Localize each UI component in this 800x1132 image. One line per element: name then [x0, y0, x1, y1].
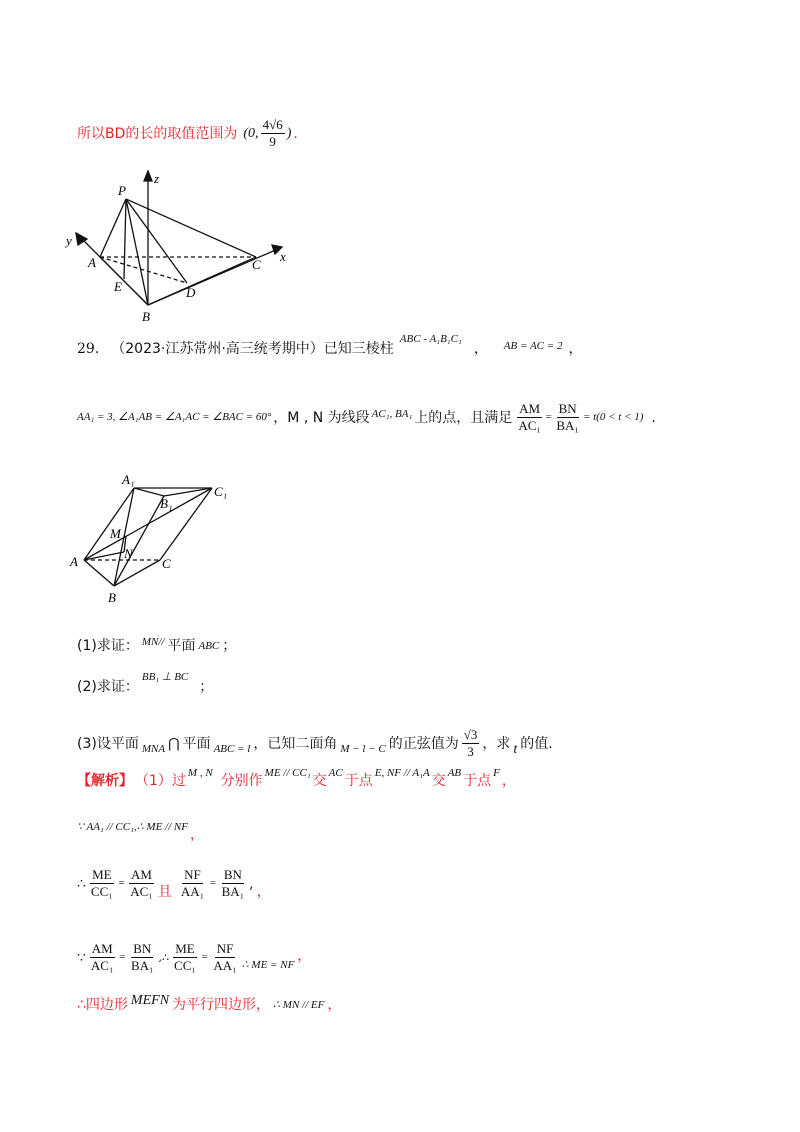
solution-line-2 — [77, 820, 204, 843]
s3-frac-2-num: AM — [129, 868, 154, 884]
ratio-tail: = t(0 < t < 1) — [582, 411, 644, 424]
label-A: A — [70, 554, 78, 569]
s4-frac-3-num: ME — [173, 942, 197, 958]
question-2 — [77, 670, 214, 695]
solution-line-4 — [77, 942, 311, 974]
label-D: D — [186, 285, 196, 300]
given-2: AA₁ = 3, ∠A₁AB = ∠A₁AC = ∠BAC = 60° — [77, 411, 272, 424]
s5-b: 为平行四边形， — [172, 997, 271, 1013]
q1-end: ； — [222, 638, 237, 654]
solution-tag: 【解析】 — [77, 773, 133, 789]
s1-c: 交 — [312, 773, 327, 789]
problem-end: . — [651, 409, 656, 426]
s3-therefore: ∴ — [77, 875, 86, 892]
q3-plane-m: MNA — [141, 743, 166, 756]
s3-frac-4 — [220, 868, 247, 900]
ratio-right-num: BN — [557, 402, 579, 418]
solution-line-3 — [77, 868, 271, 900]
ratio-left-den: AC₁ — [518, 418, 541, 434]
s3-frac-3 — [179, 868, 206, 900]
s3-frac-1-den: CC₁ — [90, 884, 113, 900]
ratio-left — [516, 402, 543, 434]
s1-e: E, NF // A₁A — [374, 766, 430, 779]
s4-eq-2: = — [200, 951, 209, 964]
s3-eq-2: = — [209, 877, 217, 890]
q3-text-4: ，求 — [482, 735, 511, 752]
label-C: C — [162, 556, 171, 571]
s3-frac-4-num: BN — [222, 868, 244, 884]
s1-d: 于点 — [344, 773, 373, 789]
s3-and: 且 — [157, 883, 172, 900]
label-N: N — [124, 546, 133, 561]
label-E: E — [114, 279, 122, 294]
q3-plane-eq: ABC = l — [213, 743, 251, 756]
s3-end: , — [249, 875, 254, 892]
s4-eq-1: = — [118, 951, 126, 964]
figure-pyramid — [60, 165, 300, 325]
q3-prefix: (3)设平面 — [77, 735, 139, 752]
s3-frac-3-den: AA₁ — [180, 884, 205, 900]
q1-prefix: (1)求证： — [77, 638, 139, 654]
s5-a: ∴四边形 — [77, 997, 128, 1013]
problem-text-2: ，M , N 为线段 — [273, 409, 370, 426]
s1-ac: AC — [328, 766, 343, 779]
label-y: y — [66, 233, 72, 248]
label-C: C — [252, 257, 261, 272]
label-B1: B₁ — [160, 496, 173, 511]
s4-frac-2-den: BA₁ — [130, 958, 154, 974]
s3-end-red: ， — [256, 883, 271, 900]
range-suffix: ) — [286, 125, 292, 141]
q3-t: t — [513, 741, 518, 757]
s1-b: 分别作 — [220, 773, 263, 789]
s1-end: ， — [501, 773, 516, 789]
s4-frac-4-num: NF — [215, 942, 236, 958]
q2-prefix: (2)求证： — [77, 679, 139, 695]
edge-BC — [148, 257, 256, 305]
s2-end: ， — [189, 827, 204, 843]
range-denominator: 9 — [269, 134, 276, 150]
s4-frac-2 — [129, 942, 156, 974]
intro-end: . — [293, 125, 298, 142]
q3-plane-text: 平面 — [182, 735, 211, 752]
s1-a: （1）过 — [135, 773, 186, 789]
s1-F: F — [493, 766, 500, 779]
q3-cap: ⋂ — [168, 735, 180, 752]
q2-math: BB₁ ⊥ BC — [141, 670, 189, 683]
label-B: B — [142, 309, 150, 324]
s1-f: 交 — [431, 773, 446, 789]
s3-frac-3-num: NF — [182, 868, 203, 884]
ratio-right-den: BA₁ — [556, 418, 579, 434]
q3-dihedral: M − l − C — [340, 743, 386, 756]
edge-PE — [124, 199, 126, 279]
solution-line-1 — [77, 766, 516, 789]
s3-frac-4-den: BA₁ — [221, 884, 245, 900]
ratio-right — [554, 402, 581, 434]
intro-line — [77, 118, 298, 150]
problem-line-1 — [77, 332, 583, 357]
label-A1: A₁ — [122, 472, 135, 487]
s3-frac-1-num: ME — [90, 868, 114, 884]
solution-line-5 — [77, 993, 342, 1013]
s5-end: ， — [327, 997, 342, 1013]
s1-mn: M , N — [187, 766, 213, 779]
q3-sine-num: √3 — [462, 728, 480, 744]
prism-name: ABC - A₁B₁C₁ — [399, 332, 462, 345]
segments: AC₁, BA₁ — [371, 408, 413, 421]
label-M: M — [110, 526, 121, 541]
s3-frac-1 — [89, 868, 115, 900]
problem-comma-1: ， — [568, 341, 583, 357]
q3-sine-value — [462, 728, 480, 760]
s4-frac-4-den: AA₁ — [213, 958, 237, 974]
label-P: P — [118, 183, 126, 198]
range-fraction — [261, 118, 285, 150]
range-prefix: (0, — [243, 125, 259, 141]
intro-text: 所以BD的长的取值范围为 — [77, 125, 238, 142]
problem-source: （2023·江苏常州·高三统考期中）已知三棱柱 — [111, 341, 394, 357]
question-1 — [77, 635, 237, 654]
edge-AC1 — [84, 488, 212, 560]
q3-text-3: 的正弦值为 — [388, 735, 459, 752]
q3-text-5: 的值. — [520, 735, 553, 752]
problem-sep: ， — [473, 341, 488, 357]
edge-PC — [126, 199, 256, 257]
ratio-left-num: AM — [517, 402, 542, 418]
edge-PA — [100, 199, 126, 257]
s5-m: MEFN — [130, 993, 170, 1008]
label-C1: C₁ — [214, 484, 228, 499]
s4-frac-1-den: AC₁ — [90, 958, 114, 974]
figure-prism — [66, 468, 246, 608]
s4-frac-3-den: CC₁ — [174, 958, 196, 974]
label-z: z — [154, 171, 160, 186]
edge-A1B1 — [134, 488, 164, 496]
s4-mid: ,∴ — [158, 951, 170, 965]
q2-end: ； — [199, 679, 214, 695]
q3-sine-den: 3 — [467, 744, 474, 760]
s4-frac-3 — [172, 942, 198, 974]
s5-c: ∴ MN // EF — [273, 998, 325, 1011]
s3-frac-2-den: AC₁ — [130, 884, 153, 900]
ratio-eq: = — [544, 411, 553, 424]
edge-AB — [84, 560, 114, 586]
label-x: x — [280, 249, 286, 264]
q1-plane: ABC — [198, 639, 220, 652]
given-1: AB = AC = 2 — [503, 339, 563, 352]
problem-text-3: 上的点，且满足 — [414, 409, 513, 426]
q1-math: MN// — [141, 635, 165, 648]
s4-because: ∵ — [77, 949, 86, 966]
s4-frac-1-num: AM — [90, 942, 115, 958]
s1-g: 于点 — [463, 773, 492, 789]
s3-eq-1: = — [117, 877, 126, 890]
s4-frac-4 — [211, 942, 238, 974]
label-B: B — [108, 590, 116, 605]
s4-tail: ∴ ME = NF — [241, 959, 295, 972]
s4-frac-1 — [89, 942, 116, 974]
q1-text: 平面 — [167, 638, 196, 654]
s1-ab: AB — [447, 766, 462, 779]
label-A: A — [88, 255, 96, 270]
s4-frac-2-num: BN — [131, 942, 153, 958]
z-arrow — [144, 171, 152, 181]
problem-line-2 — [77, 402, 656, 434]
q3-text-2: ，已知二面角 — [253, 735, 338, 752]
range-numerator: 4√6 — [261, 118, 285, 134]
s1-me: ME // CC₁ — [264, 766, 311, 779]
s4-end: ， — [297, 947, 312, 964]
s3-frac-2 — [128, 868, 155, 900]
problem-number: 29. — [77, 341, 100, 357]
question-3 — [77, 728, 553, 760]
s2-math: ∵ AA₁ // CC₁,∴ ME // NF — [77, 820, 188, 833]
